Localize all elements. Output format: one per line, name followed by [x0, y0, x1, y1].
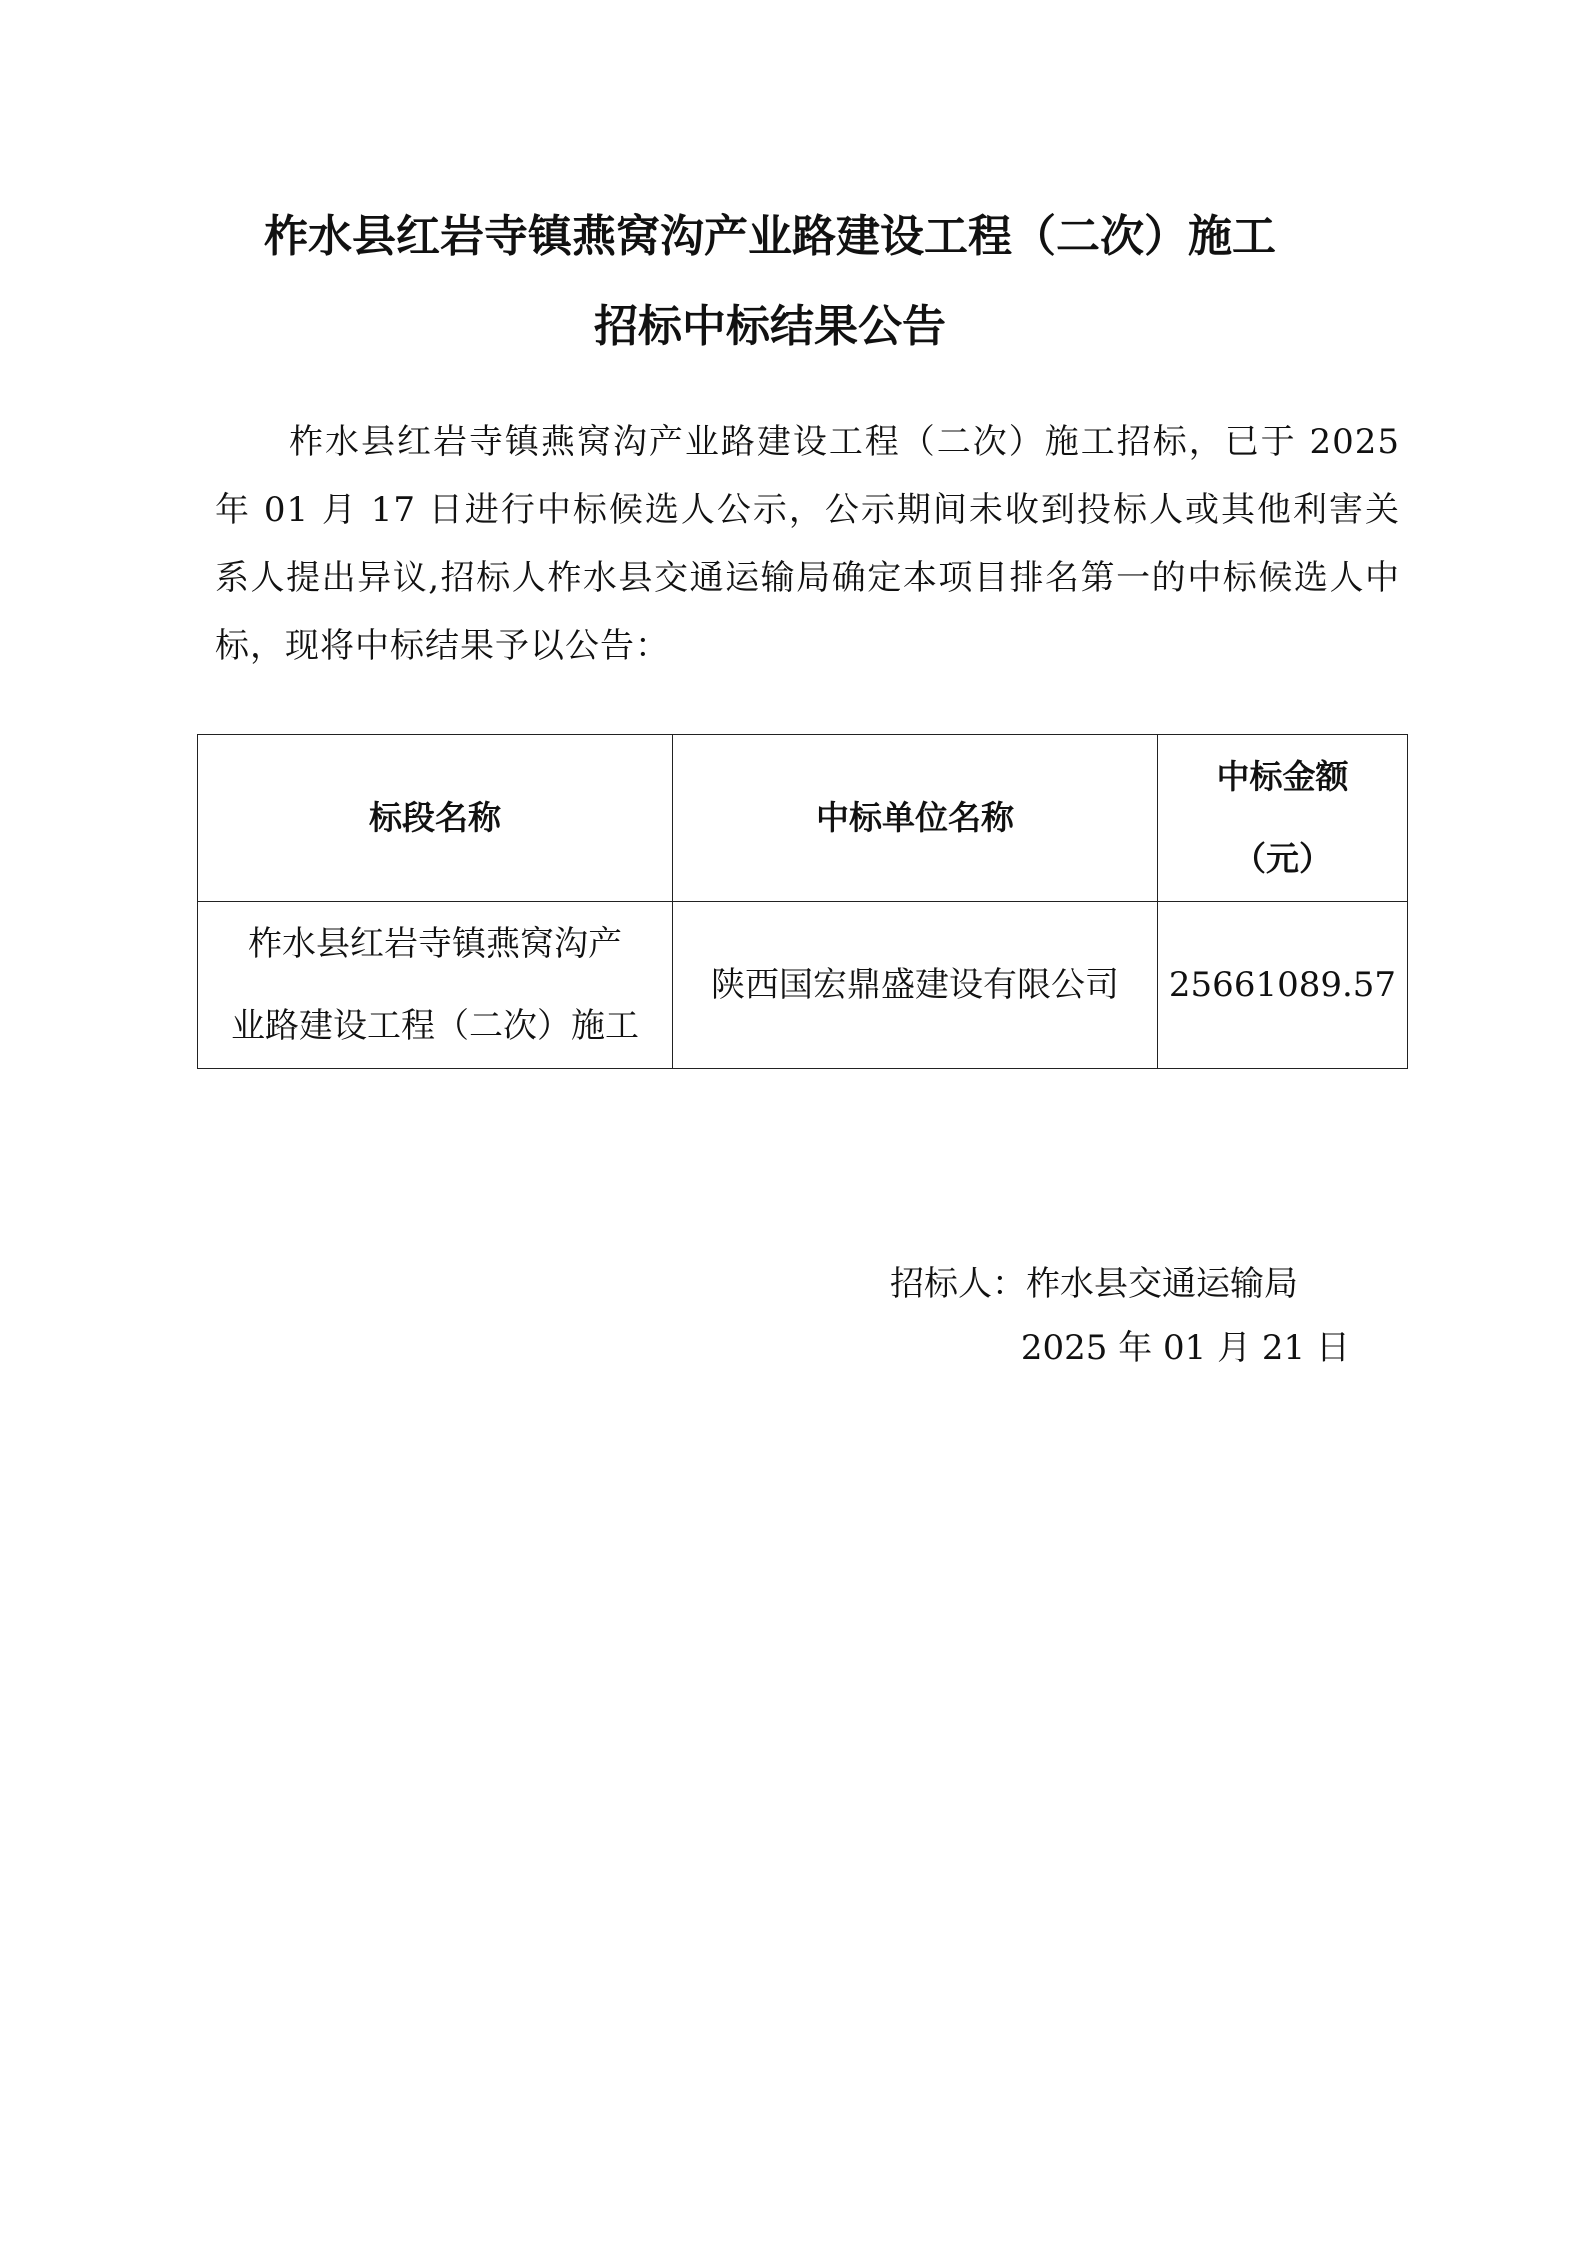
header-amount-line1: 中标金额	[1216, 757, 1349, 796]
section-name-line1: 柞水县红岩寺镇燕窝沟产	[248, 924, 622, 964]
signature-block	[880, 1252, 1350, 1380]
tenderer-signature: 招标人：柞水县交通运输局	[890, 1264, 1298, 1304]
table-row	[198, 902, 1408, 1069]
announcement-paragraph: 柞水县红岩寺镇燕窝沟产业路建设工程（二次）施工招标，已于 2025 年 01 月 17 日进行中标候选人公示，公示期间未收到投标人或其他利害关系人提出异议,招标人柞水县交通运输局确定本项目排名第一的中标候选人中标，现将中标结果予以公告：	[215, 422, 1400, 666]
bid-result-table	[197, 734, 1408, 1069]
cell-section-name	[198, 902, 673, 1069]
cell-winner-name: 陕西国宏鼎盛建设有限公司	[673, 902, 1158, 1069]
signature-date: 2025 年 01 月 21 日	[1020, 1328, 1350, 1368]
document-title	[180, 192, 1360, 372]
title-line-1: 柞水县红岩寺镇燕窝沟产业路建设工程（二次）施工	[264, 211, 1276, 262]
header-section-name: 标段名称	[198, 735, 673, 902]
header-winner-name: 中标单位名称	[673, 735, 1158, 902]
cell-amount: 25661089.57	[1158, 902, 1408, 1069]
header-amount	[1158, 735, 1408, 902]
section-name-line2: 业路建设工程（二次）施工	[231, 1006, 639, 1046]
title-line-2: 招标中标结果公告	[594, 301, 946, 352]
header-amount-line2: （元）	[1233, 839, 1332, 878]
table-header-row	[198, 735, 1408, 902]
